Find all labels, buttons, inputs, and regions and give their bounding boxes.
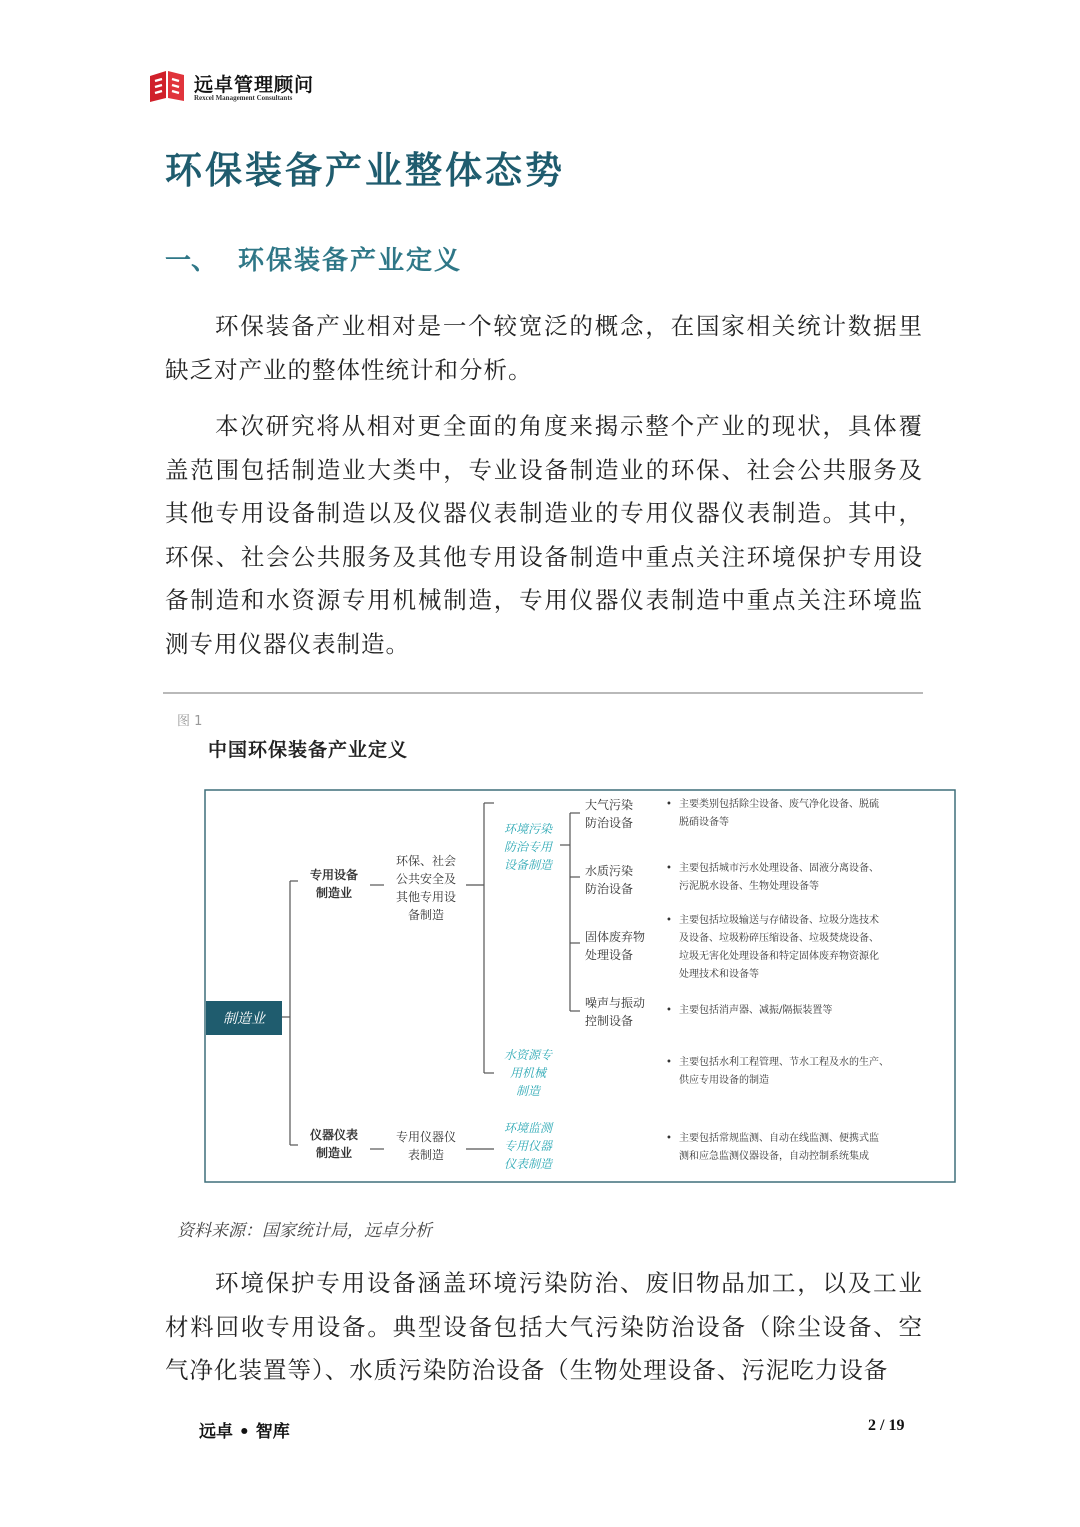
svg-text:制造: 制造 [515,1084,541,1098]
section-title: 环保装备产业定义 [238,246,463,276]
description-noise [666,1003,832,1016]
svg-text:防治设备: 防治设备 [585,816,634,830]
svg-text:供应专用设备的制造: 供应专用设备的制造 [679,1075,769,1086]
svg-text:处理技术和设备等: 处理技术和设备等 [679,969,759,980]
figure-source: 资料来源：国家统计局，远卓分析 [177,1221,432,1241]
svg-text:主要包括垃圾输送与存储设备、垃圾分选技术: 主要包括垃圾输送与存储设备、垃圾分选技术 [679,915,879,926]
svg-text:公共安全及: 公共安全及 [395,872,457,886]
logo-name-cn: 远卓管理顾问 [194,74,315,96]
svg-text:表制造: 表制造 [407,1148,445,1162]
svg-text:主要类别包括除尘设备、废气净化设备、脱硫: 主要类别包括除尘设备、废气净化设备、脱硫 [679,799,879,810]
svg-text:主要包括消声器、减振/隔振装置等: 主要包括消声器、减振/隔振装置等 [679,1005,833,1016]
diagram-frame [205,790,955,1182]
svg-text:处理设备: 处理设备 [585,948,634,962]
svg-text:主要包括常规监测、自动在线监测、便携式监: 主要包括常规监测、自动在线监测、便携式监 [679,1133,879,1144]
svg-text:防治设备: 防治设备 [585,882,634,896]
figure-number: 图 1 [177,714,203,729]
svg-text:环保、社会: 环保、社会 [395,854,457,868]
svg-text:备制造: 备制造 [407,908,445,922]
svg-text:固体废弃物: 固体废弃物 [585,930,646,944]
page-number: 2 / 19 [868,1417,905,1434]
paragraph-protection-equipment: 环境保护专用设备涵盖环境污染防治、废旧物品加工，以及工业材料回收专用设备。典型设备包括大气污染防治设备（除尘设备、空气净化装置等）、水质污染防治设备（生物处理设备、污泥吃力设备 [165,1269,923,1384]
svg-text:•: • [666,1133,672,1144]
svg-text:•: • [666,1005,672,1016]
section-number: 一、 [165,246,218,276]
svg-text:污泥脱水设备、生物处理设备等: 污泥脱水设备、生物处理设备等 [679,881,819,892]
level1-instruments-line2: 制造业 [315,1146,353,1160]
svg-text:•: • [666,915,672,926]
svg-text:大气污染: 大气污染 [585,798,634,812]
level1-special-equipment-line1: 专用设备 [309,868,359,882]
footer-brand: 远卓 • 智库 [199,1422,290,1442]
svg-text:环境监测: 环境监测 [503,1121,553,1135]
svg-text:控制设备: 控制设备 [585,1014,634,1028]
svg-text:主要包括水利工程管理、节水工程及水的生产、: 主要包括水利工程管理、节水工程及水的生产、 [679,1057,889,1068]
svg-text:脱硝设备等: 脱硝设备等 [679,817,729,828]
svg-text:其他专用设: 其他专用设 [395,890,457,904]
svg-text:水资源专: 水资源专 [503,1048,553,1062]
svg-text:主要包括城市污水处理设备、固液分离设备、: 主要包括城市污水处理设备、固液分离设备、 [679,863,879,874]
figure-title: 中国环保装备产业定义 [208,739,409,761]
svg-text:及设备、垃圾粉碎压缩设备、垃圾焚烧设备、: 及设备、垃圾粉碎压缩设备、垃圾焚烧设备、 [679,933,879,944]
level1-instruments-line1: 仪器仪表 [309,1128,359,1142]
svg-text:•: • [666,1057,672,1068]
paragraph-scope: 本次研究将从相对更全面的角度来揭示整个产业的现状，具体覆盖范围包括制造业大类中，专业设备制造业的环保、社会公共服务及其他专用设备制造以及仪器仪表制造业的专用仪器仪表制造。其中，环保、社会公共服务及其他专用设备制造中重点关注环境保护专用设备制造和水资源专用机械制造，专用仪器仪表制造中重点关注环境监测专用仪器仪表制造。 [165,412,923,658]
svg-text:设备制造: 设备制造 [503,858,553,872]
svg-text:环境污染: 环境污染 [503,822,553,836]
rexcel-logo-icon [146,68,188,104]
svg-text:垃圾无害化处理设备和特定固体废弃物资源化: 垃圾无害化处理设备和特定固体废弃物资源化 [679,951,879,962]
svg-text:噪声与振动: 噪声与振动 [585,996,646,1010]
paragraph-intro: 环保装备产业相对是一个较宽泛的概念，在国家相关统计数据里缺乏对产业的整体性统计和分析。 [165,312,923,384]
figure-divider [163,692,923,694]
level1-special-equipment-line2: 制造业 [315,886,353,900]
svg-text:水质污染: 水质污染 [585,864,634,878]
industry-definition-diagram [204,789,956,1183]
svg-text:•: • [666,863,672,874]
svg-text:•: • [666,799,672,810]
svg-text:仪表制造: 仪表制造 [503,1157,553,1171]
page-title: 环保装备产业整体态势 [165,148,565,192]
svg-text:测和应急监测仪器设备，自动控制系统集成: 测和应急监测仪器设备，自动控制系统集成 [679,1151,869,1162]
level3-environment-monitoring [504,1121,554,1171]
svg-text:专用仪器仪: 专用仪器仪 [395,1130,457,1144]
root-label: 制造业 [223,1011,265,1027]
svg-text:用机械: 用机械 [509,1066,547,1080]
svg-text:防治专用: 防治专用 [503,840,553,854]
logo-name-en: Rexcel Management Consultants [194,94,293,102]
svg-text:专用仪器: 专用仪器 [503,1139,553,1153]
level3-pollution-control [504,822,554,872]
